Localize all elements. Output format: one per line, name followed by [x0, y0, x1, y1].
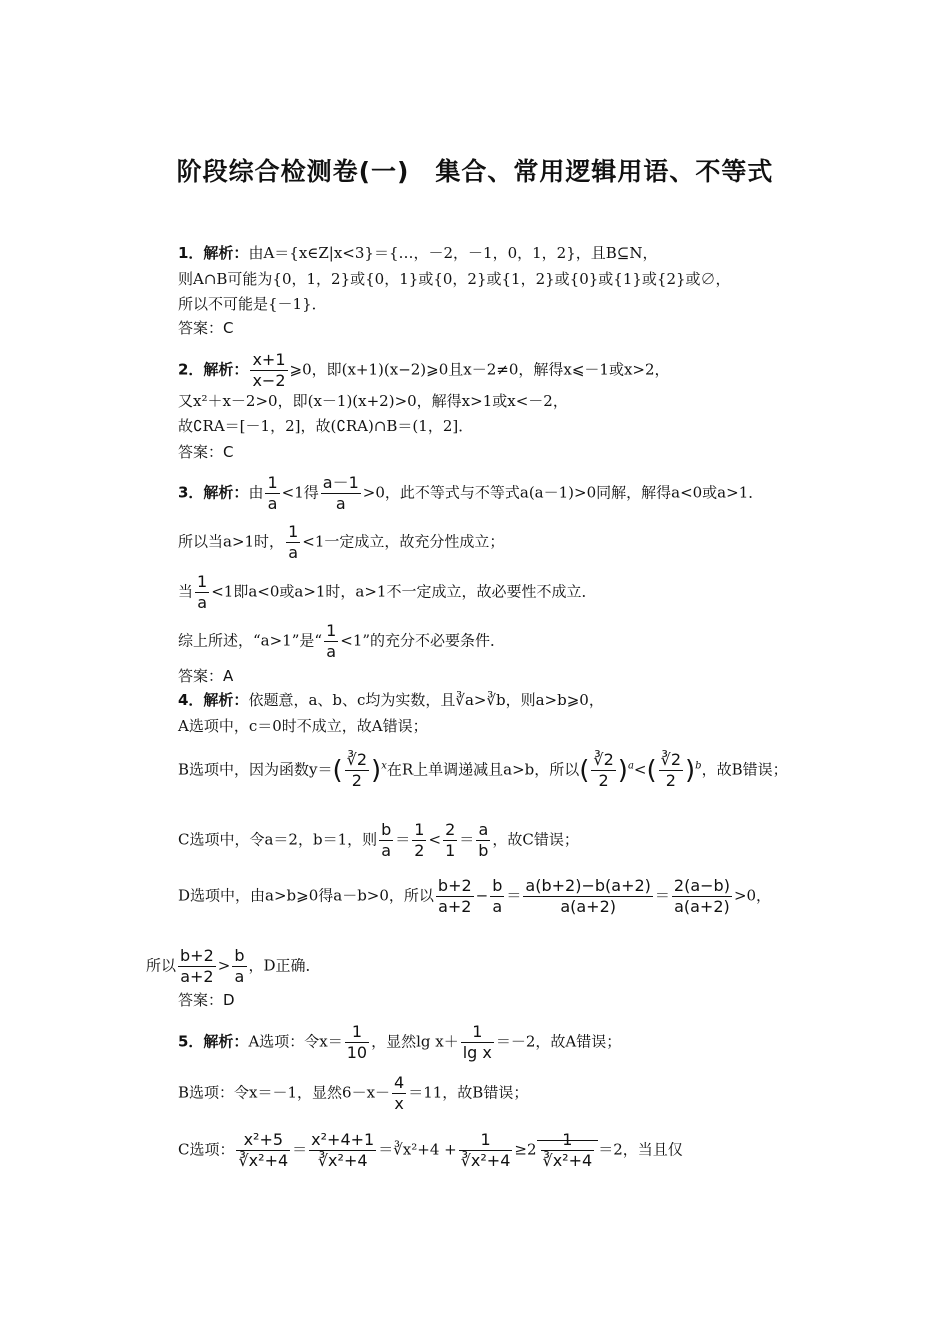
q5-line-2: B选项：令x＝－1，显然6－x－ $\frac{4}{x}$ ＝11，故B错误；: [178, 1073, 529, 1113]
q4-line-6: 所以 $\frac{b+2}{a+2}$ > $\frac{b}{a}$ ，D正确．: [146, 946, 321, 986]
q1-answer: 答案：C: [178, 319, 234, 337]
q5-line-3: C选项： $\frac{\text{x²+5}}{\text{∛x²+4}}$ ＝ $\frac{\text{x²+4+1}}{\text{∛x²+4}}$ ＝∛x²+4 + $\frac{1}{\text{∛x²+4}}$ ≥2 $\frac{1}{\text{∛x²+4}}$ ＝2，当且仅: [178, 1130, 683, 1170]
q3-line-2: 所以当a>1时， $\frac{1}{a}$ <1一定成立，故充分性成立；: [178, 522, 505, 562]
q1-head: 1．解析：: [178, 244, 249, 262]
q1-line-2: 则A∩B可能为{0，1，2}或{0，1}或{0，2}或{1，2}或{0}或{1}或{2}或∅，: [178, 270, 731, 288]
q3-line-1: 3．解析：由 $\frac{1}{a}$ <1得 $\frac{a-1}{a}$ >0，此不等式与不等式a(a－1)>0同解，解得a<0或a>1．: [178, 473, 764, 513]
page-title: 阶段综合检测卷(一) 集合、常用逻辑用语、不等式: [176, 157, 774, 186]
q3-line-3: 当 $\frac{1}{a}$ <1即a<0或a>1时，a>1不一定成立，故必要性不成立．: [178, 572, 597, 612]
q4-answer: 答案：D: [178, 991, 235, 1009]
q1-text-1: 由A＝{x∈Z|x<3}＝{…，－2，－1，0，1，2}，且B⊆N，: [248, 244, 658, 262]
q1-line-1: [178, 243, 830, 263]
q2-answer: 答案：C: [178, 443, 234, 461]
q3-answer: 答案：A: [178, 667, 234, 685]
q4-line-2: A选项中，c＝0时不成立，故A错误；: [178, 717, 428, 735]
q2-fraction: $\frac{x+1}{x-2}$: [252, 350, 286, 390]
q4-line-3: B选项中，因为函数y＝( $\frac{∛2}{2}$ )$^x$在R上单调递减且a>b，所以( $\frac{∛2}{2}$ )$^a$<( $\frac{∛2}{2}$ )$^b$，故B错误；: [178, 750, 788, 790]
q5-line-1: 5．解析：A选项：令x＝ $\frac{1}{10}$ ，显然lg x＋ $\frac{1}{\text{lg x}}$ ＝－2，故A错误；: [178, 1022, 622, 1062]
q1-line-3: 所以不可能是{－1}．: [178, 295, 327, 313]
q4-line-1: 4．解析：依题意，a、b、c均为实数，且∛a>∛b，则a>b⩾0，: [178, 691, 604, 709]
q2-line-2: 又x²＋x－2>0，即(x－1)(x+2)>0，解得x>1或x<－2，: [178, 392, 568, 410]
q2-line-3: 故∁RA＝[－1，2]，故(∁RA)∩B＝(1，2]．: [178, 417, 474, 435]
q2-line-1: 2．解析： $\frac{x+1}{x-2}$ ⩾0，即(x+1)(x−2)⩾0且x－2≠0，解得x⩽－1或x>2，: [178, 350, 670, 390]
q4-line-4: C选项中，令a＝2，b＝1，则 $\frac{b}{a}$ ＝ $\frac{1}{2}$ < $\frac{2}{1}$ ＝ $\frac{a}{b}$ ，故C错误；: [178, 820, 579, 860]
q3-line-4: 综上所述，“a>1”是“ $\frac{1}{a}$ <1”的充分不必要条件．: [178, 621, 506, 661]
q4-line-5: D选项中，由a>b⩾0得a－b>0，所以 $\frac{b+2}{a+2}$ − $\frac{b}{a}$ ＝ $\frac{a(b+2)-b(a+2)}{a(a+2)}$ ＝ $\frac{2(a-b)}{a(a+2)}$ >0，: [178, 876, 772, 916]
